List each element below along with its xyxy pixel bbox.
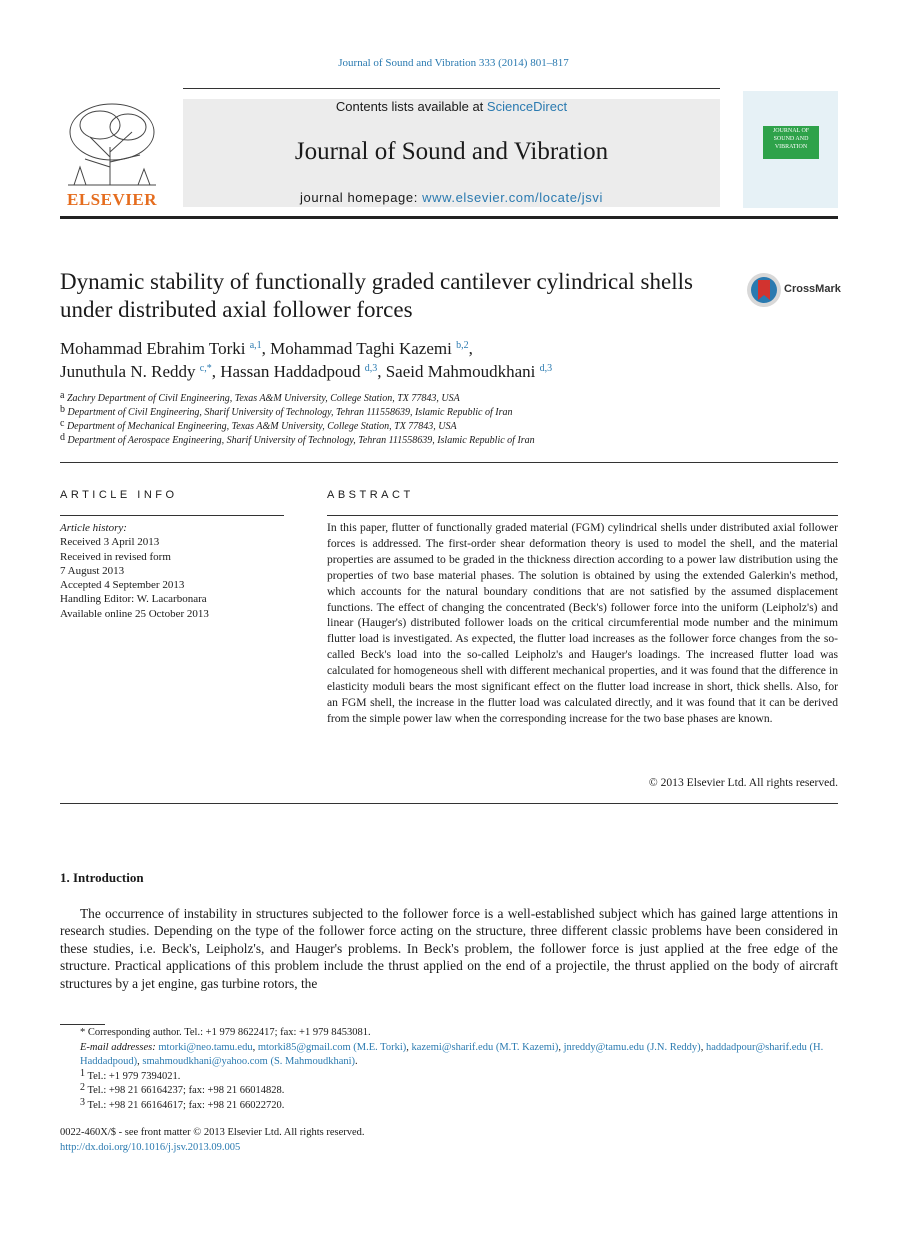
affiliation: $^d$ Department of Aerospace Engineering, Sharif University of Technology, Tehran 111558639, Islamic Republic of Iran — [60, 432, 535, 446]
author[interactable]: Mohammad Ebrahim Torki $^{a,1}$ — [60, 339, 262, 358]
author-list: Mohammad Ebrahim Torki $^{a,1}$, Mohammad Taghi Kazemi $^{b,2}$, Junuthula N. Reddy $^{c,*}$, Hassan Haddadpoud $^{d,3}$, Saeid Mahmoudkhani $^{d,3}$ — [60, 339, 553, 381]
history-item: Handling Editor: W. Lacarbonara — [60, 593, 207, 606]
article-info-heading: ARTICLE INFO — [60, 489, 178, 501]
corresponding-author-note: * Corresponding author. Tel.: +1 979 8622417; fax: +1 979 8453081. — [80, 1027, 371, 1038]
email-link[interactable]: haddadpour@sharif.edu (H. Haddadpoud) — [80, 1041, 824, 1067]
header-rule — [60, 216, 838, 219]
front-matter — [60, 1126, 838, 1155]
article-history — [60, 521, 290, 621]
author[interactable]: Saeid Mahmoudkhani $^{d,3}$ — [385, 362, 553, 381]
section-heading: 1. Introduction — [60, 870, 144, 885]
abstract-rule — [327, 515, 838, 516]
abstract-text: In this paper, flutter of functionally graded material (FGM) cylindrical shells under distributed axial follower forces is addressed. The first-order shear deformation theory is used to model the shell, and the material properties are assumed to be graded in the thickness direction according to a power law distribution using the properties of two base material phases. The solution is obtained by using the extended Galerkin's method, which accounts for the natural boundary conditions that are not satisfied by the assumed displacement functions. The effect of changing the concentrated (Beck's) follower force into the uniform (Leipholz's) and linear (Hauger's) distributed follower loads on the critical circumferential mode number and the minimum flutter load is investigated. As expected, the flutter load increases as the follower force changes from the so-called Beck's load into the so-called Leipholz's and Hauger's loadings. The increased flutter load was calculated for homogeneous shell with different mechanical properties, and it was found that the difference in elasticity moduli bears the most significant effect on the flutter load increase in short, thick shells. Also, for an FGM shell, the increase in the flutter load was calculated directly, and it was found that it can be derived from the simple power law when the corresponding increase for the two base phases are known. — [327, 521, 838, 725]
top-rule — [183, 88, 720, 89]
tel-note: $^3$ Tel.: +98 21 66164617; fax: +98 21 66022720. — [80, 1096, 285, 1111]
sciencedirect-link[interactable]: ScienceDirect — [486, 99, 568, 114]
journal-citation[interactable]: Journal of Sound and Vibration 333 (2014) 801–817 — [338, 57, 569, 69]
homepage-prefix: journal homepage: — [300, 190, 423, 205]
author[interactable]: Junuthula N. Reddy $^{c,*}$ — [60, 362, 212, 381]
crossmark-label: CrossMark — [784, 283, 841, 295]
homepage-line — [183, 190, 720, 205]
email-link[interactable]: kazemi@sharif.edu (M.T. Kazemi) — [411, 1041, 559, 1053]
email-link[interactable]: mtorki@neo.tamu.edu — [158, 1041, 253, 1053]
section-rule — [60, 462, 838, 463]
abstract-copyright: © 2013 Elsevier Ltd. All rights reserved. — [648, 776, 838, 789]
affiliation: $^c$ Department of Mechanical Engineering, Texas A&M University, College Station, TX 77843, USA — [60, 418, 457, 432]
email-link[interactable]: mtorki85@gmail.com (M.E. Torki) — [257, 1041, 407, 1053]
footnote-rule — [60, 1024, 105, 1025]
contents-prefix: Contents lists available at — [335, 99, 487, 114]
history-item: Received 3 April 2013 — [60, 536, 160, 549]
journal-title: Journal of Sound and Vibration — [294, 138, 609, 165]
issn-line: 0022-460X/$ - see front matter © 2013 Elsevier Ltd. All rights reserved. — [60, 1127, 365, 1138]
affiliation: $^a$ Zachry Department of Civil Engineering, Texas A&M University, College Station, TX 77843, USA — [60, 390, 460, 404]
author[interactable]: Mohammad Taghi Kazemi $^{b,2}$ — [270, 339, 469, 358]
intro-paragraph: The occurrence of instability in structures subjected to the follower force is a well-established subject which has gained large attentions in research studies. Depending on the type of the follower force acting on the structure, three different classic problems have been considered in these studies, i.e. Beck's, Leipholz's, and Hauger's problems. In Beck's problem, the follower force is just applied at the free edge of the structure. Practical applications of this problem include the thrust applied on the end of a projectile, the thrust applied on the body of aircraft structures by a jet engine, gas turbine rotors, the — [60, 906, 838, 991]
history-item: Available online 25 October 2013 — [60, 607, 209, 620]
publisher-name: ELSEVIER — [67, 190, 157, 209]
crossmark-icon — [746, 272, 782, 308]
abstract-heading: ABSTRACT — [327, 489, 414, 501]
email-addresses: E-mail addresses: mtorki@neo.tamu.edu, mtorki85@gmail.com (M.E. Torki), kazemi@sharif.edu (M.T. Kazemi), jnreddy@tamu.edu (J.N. Reddy), haddadpour@sharif.edu (H. Haddadpoud), smahmoudkhani@yahoo.com (S. Mahmoudkhani). — [80, 1041, 824, 1067]
contents-line — [183, 99, 720, 114]
info-rule — [60, 515, 284, 516]
crossmark-badge[interactable] — [746, 272, 841, 308]
section-rule — [60, 803, 838, 804]
affiliations — [60, 392, 820, 448]
history-item: Accepted 4 September 2013 — [60, 579, 185, 592]
tel-note: $^1$ Tel.: +1 979 7394021. — [80, 1067, 181, 1082]
homepage-link[interactable]: www.elsevier.com/locate/jsvi — [422, 190, 603, 205]
email-link[interactable]: jnreddy@tamu.edu (J.N. Reddy) — [563, 1041, 701, 1053]
doi-link[interactable]: http://dx.doi.org/10.1016/j.jsv.2013.09.005 — [60, 1141, 241, 1153]
affiliation: $^b$ Department of Civil Engineering, Sharif University of Technology, Tehran 111558639, Islamic Republic of Iran — [60, 404, 513, 418]
article-title: Dynamic stability of functionally graded cantilever cylindrical shells under distributed axial follower forces — [60, 269, 693, 322]
history-item: 7 August 2013 — [60, 564, 125, 577]
author[interactable]: Hassan Haddadpoud $^{d,3}$ — [220, 362, 378, 381]
journal-cover-title: JOURNAL OF SOUND AND VIBRATION — [763, 126, 819, 159]
history-label: Article history: — [60, 522, 127, 534]
email-link[interactable]: smahmoudkhani@yahoo.com (S. Mahmoudkhani) — [142, 1056, 356, 1067]
footnotes — [60, 1026, 838, 1113]
tel-note: $^2$ Tel.: +98 21 66164237; fax: +98 21 66014828. — [80, 1082, 285, 1096]
history-item: Received in revised form — [60, 550, 171, 563]
